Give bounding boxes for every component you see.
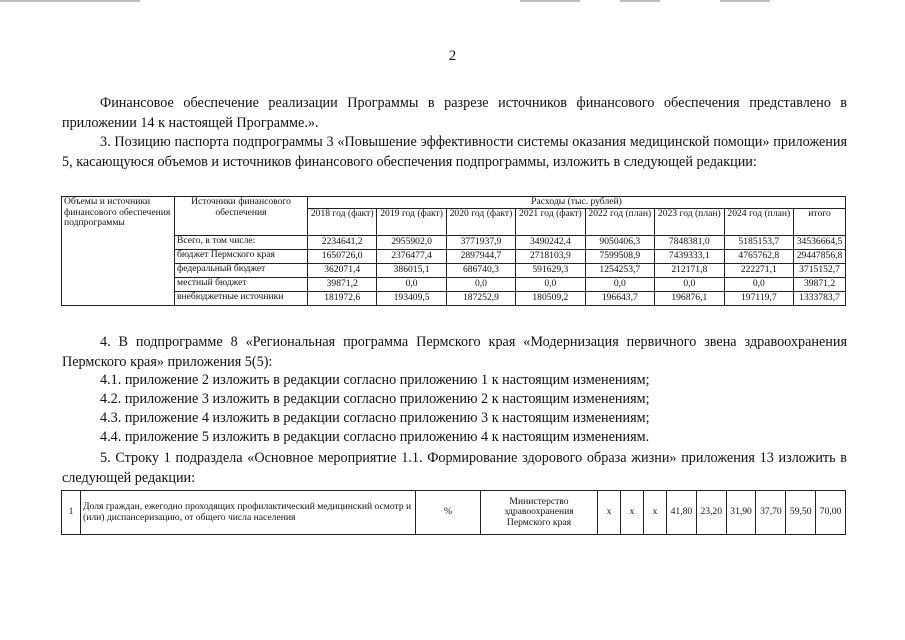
row-label-extrabudgetary: внебюджетные источники: [175, 291, 308, 305]
page-number: 2: [448, 48, 457, 64]
paragraph-item-4-4: 4.4. приложение 5 изложить в редакции согласно приложению 4 к настоящим изменениям.: [100, 429, 650, 445]
table-cell: 5185153,7: [724, 235, 794, 249]
row-label-total: Всего, в том числе:: [175, 235, 308, 249]
year-header: 2021 год (факт): [516, 208, 585, 235]
sources-header: Источники финансового обеспечения: [175, 197, 308, 236]
total-header: итого: [794, 208, 846, 235]
table-cell: 4765762,8: [724, 249, 794, 263]
table-cell: 187252,9: [446, 291, 515, 305]
indicator-value: 31,90: [726, 491, 756, 535]
table-cell: 222271,1: [724, 263, 794, 277]
table-cell: 2718103,9: [516, 249, 585, 263]
year-header: 2020 год (факт): [446, 208, 515, 235]
table-cell: 1254253,7: [585, 263, 655, 277]
paragraph-item-4-3: 4.3. приложение 4 изложить в редакции согласно приложению 3 к настоящим изменениям;: [100, 410, 650, 426]
expenses-header: Расходы (тыс. рублей): [308, 197, 846, 209]
table-cell: 686740,3: [446, 263, 515, 277]
paragraph-item-4: 4. В подпрограмме 8 «Региональная программа Пермского края «Модернизация первичного звена здравоохранения Пермского края» приложения 5(5):: [62, 334, 847, 370]
row-label-federal: федеральный бюджет: [175, 263, 308, 277]
table-cell: 0,0: [585, 277, 655, 291]
table-cell: 212171,8: [655, 263, 725, 277]
table-cell: 0,0: [446, 277, 515, 291]
empty-value: x: [598, 491, 621, 535]
table-cell: 196876,1: [655, 291, 725, 305]
indicator-value: 23,20: [696, 491, 726, 535]
empty-value: x: [644, 491, 667, 535]
row-number: 1: [62, 491, 81, 535]
finance-volume-header: Объемы и источники финансового обеспечения подпрограммы: [62, 197, 175, 306]
indicator-name: Доля граждан, ежегодно проходящих профилактический медицинский осмотр и (или) диспансеризацию, от общего числа населения: [81, 491, 416, 535]
paragraph-item-4-1: 4.1. приложение 2 изложить в редакции согласно приложению 1 к настоящим изменениям;: [100, 372, 650, 388]
indicator-value: 59,50: [786, 491, 816, 535]
table-cell: 7848381,0: [655, 235, 725, 249]
table-cell: 386015,1: [377, 263, 446, 277]
table-cell: 2897944,7: [446, 249, 515, 263]
year-header: 2019 год (факт): [377, 208, 446, 235]
table-cell: 2234641,2: [308, 235, 377, 249]
top-rule: [0, 0, 140, 2]
table-cell: 1650726,0: [308, 249, 377, 263]
paragraph-financing: Финансовое обеспечение реализации Программы в разрезе источников финансового обеспечения представлено в приложении 14 к настоящей Программе.».: [62, 95, 847, 131]
table-cell: 39871,2: [308, 277, 377, 291]
table-cell: 34536664,5: [794, 235, 846, 249]
table-cell: 193409,5: [377, 291, 446, 305]
table-cell: 29447856,8: [794, 249, 846, 263]
paragraph-item-5: 5. Строку 1 подраздела «Основное мероприятие 1.1. Формирование здорового образа жизни» приложения 13 изложить в следующей редакции:: [62, 450, 847, 486]
row-label-local: местный бюджет: [175, 277, 308, 291]
responsible-executor: Министерство здравоохранения Пермского края: [481, 491, 598, 535]
table-cell: 39871,2: [794, 277, 846, 291]
table-cell: 181972,6: [308, 291, 377, 305]
table-cell: 3771937,9: [446, 235, 515, 249]
year-header: 2023 год (план): [655, 208, 725, 235]
paragraph-item-3: 3. Позицию паспорта подпрограммы 3 «Повышение эффективности системы оказания медицинской помощи» приложения 5, касающуюся объемов и источников финансового обеспечения подпрограммы, изложить в следующей редакции:: [62, 134, 847, 170]
table-cell: 3490242,4: [516, 235, 585, 249]
indicator-table: [61, 490, 846, 535]
empty-value: x: [621, 491, 644, 535]
table-cell: 591629,3: [516, 263, 585, 277]
year-header: 2018 год (факт): [308, 208, 377, 235]
row-label-regional: бюджет Пермского края: [175, 249, 308, 263]
table-cell: 180509,2: [516, 291, 585, 305]
table-cell: 197119,7: [724, 291, 794, 305]
year-header: 2024 год (план): [724, 208, 794, 235]
table-cell: 9050406,3: [585, 235, 655, 249]
table-cell: 3715152,7: [794, 263, 846, 277]
paragraph-item-4-2: 4.2. приложение 3 изложить в редакции согласно приложению 2 к настоящим изменениям;: [100, 391, 650, 407]
table-cell: 2955902,0: [377, 235, 446, 249]
top-rule: [520, 0, 580, 2]
top-rule: [620, 0, 660, 2]
table-cell: 196643,7: [585, 291, 655, 305]
table-cell: 0,0: [377, 277, 446, 291]
indicator-value: 70,00: [816, 491, 846, 535]
indicator-value: 37,70: [756, 491, 786, 535]
year-header: 2022 год (план): [585, 208, 655, 235]
top-rule: [720, 0, 770, 2]
indicator-unit: %: [416, 491, 481, 535]
table-cell: 362071,4: [308, 263, 377, 277]
table-cell: 0,0: [724, 277, 794, 291]
indicator-value: 41,80: [667, 491, 697, 535]
table-cell: 0,0: [516, 277, 585, 291]
table-cell: 7439333,1: [655, 249, 725, 263]
table-cell: 2376477,4: [377, 249, 446, 263]
table-cell: 1333783,7: [794, 291, 846, 305]
table-cell: 7599508,9: [585, 249, 655, 263]
finance-table: [61, 196, 846, 306]
table-cell: 0,0: [655, 277, 725, 291]
